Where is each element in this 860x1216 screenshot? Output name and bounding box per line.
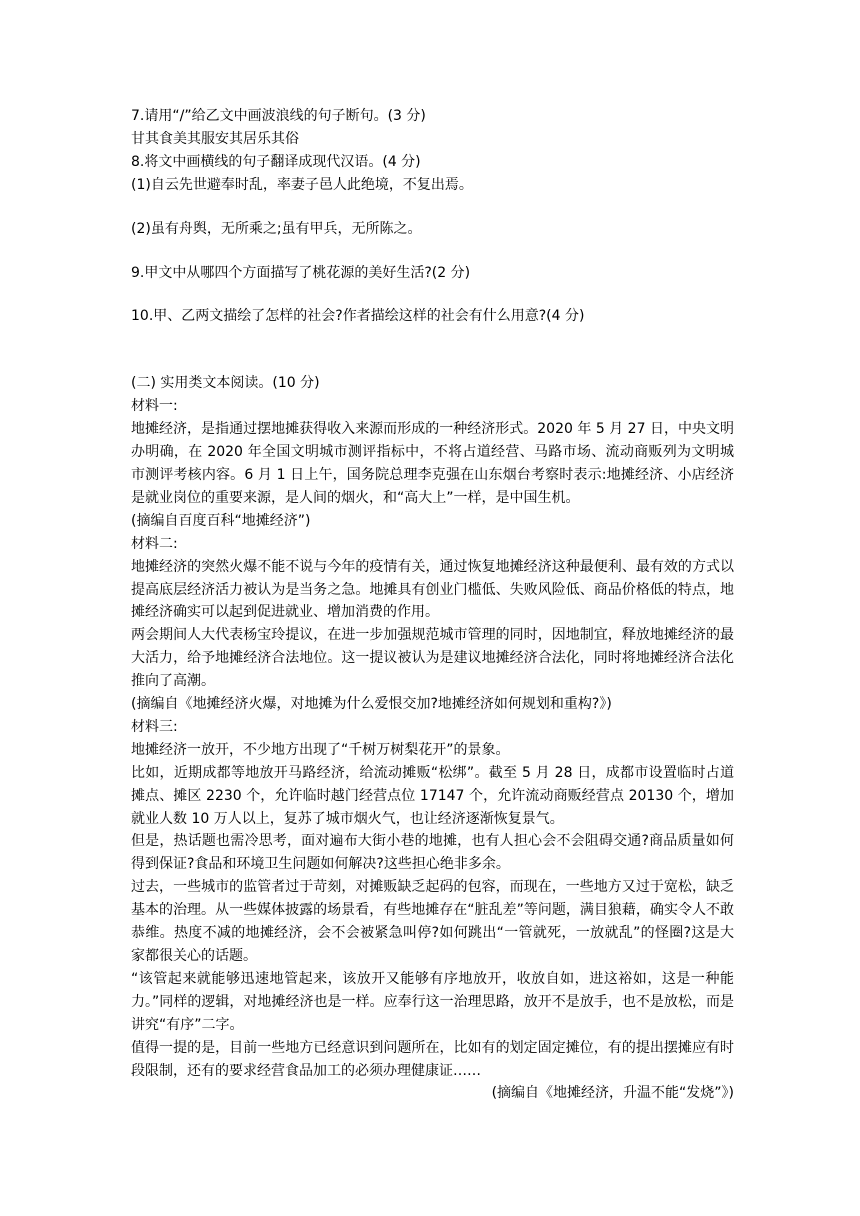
question-7-text: 甘其食美其服安其居乐其俗	[131, 130, 299, 147]
material-3-paragraph-4: 过去，一些城市的监管者过于苛刻，对摊贩缺乏起码的包容，而现在，一些地方又过于宽松，缺乏基本的治理。从一些媒体披露的场景看，有些地摊存在“脏乱差”等问题，满目狼藉，确实令人不敢恭维。热度不减的地摊经济，会不会被紧急叫停?如何跳出“一管就死，一放就乱”的怪圈?这是大家都很关心的话题。	[131, 879, 734, 964]
material-1-paragraph: 地摊经济，是指通过摆地摊获得收入来源而形成的一种经济形式。2020 年 5 月 27 日，中央文明办明确，在 2020 年全国文明城市测评指标中，不将占道经营、马路市场、流动商贩列为文明城市测评考核内容。6 月 1 日上午，国务院总理李克强在山东烟台考察时表示:地摊经济、小店经济是就业岗位的重要来源，是人间的烟火，和“高大上”一样，是中国生机。	[131, 421, 734, 506]
question-7: 7.请用“/”给乙文中画波浪线的句子断句。(3 分)	[131, 108, 426, 124]
material-2-source: (摘编自《地摊经济火爆，对地摊为什么爱恨交加?地摊经济如何规划和重构?》)	[131, 696, 612, 713]
material-3-label: 材料三:	[131, 718, 178, 735]
section-heading: (二) 实用类文本阅读。(10 分)	[131, 375, 320, 392]
material-3-source: (摘编自《地摊经济，升温不能“发烧”》)	[491, 1085, 734, 1102]
question-8-item-2: (2)虽有舟舆，无所乘之;虽有甲兵，无所陈之。	[131, 220, 422, 237]
material-3-paragraph-1: 地摊经济一放开，不少地方出现了“千树万树梨花开”的景象。	[131, 741, 510, 758]
material-3-paragraph-6: 值得一提的是，目前一些地方已经意识到问题所在，比如有的划定固定摊位，有的提出摆摊应有时段限制，还有的要求经营食品加工的必须办理健康证……	[131, 1039, 734, 1079]
question-8-item-1: (1)自云先世避奉时乱，率妻子邑人此绝境，不复出焉。	[131, 176, 473, 193]
material-1-source: (摘编自百度百科“地摊经济”)	[131, 512, 311, 529]
material-3-paragraph-2: 比如，近期成都等地放开马路经济，给流动摊贩“松绑”。截至 5 月 28 日，成都市设置临时占道摊点、摊区 2230 个，允许临时越门经营点位 17147 个，允许流动商贩经营点 20130 个，增加就业人数 10 万人以上，复苏了城市烟火气，也让经济逐渐恢复景气。	[131, 764, 734, 827]
question-9: 9.甲文中从哪四个方面描写了桃花源的美好生活?(2 分)	[131, 264, 471, 281]
question-8: 8.将文中画横线的句子翻译成现代汉语。(4 分)	[131, 153, 421, 170]
material-1-label: 材料一:	[131, 398, 178, 415]
material-2-paragraph-1: 地摊经济的突然火爆不能不说与今年的疫情有关，通过恢复地摊经济这种最便利、最有效的方式以提高底层经济活力被认为是当务之急。地摊具有创业门槛低、失败风险低、商品价格低的特点，地摊经济确实可以起到促进就业、增加消费的作用。	[131, 558, 734, 621]
material-3-paragraph-3: 但是，热话题也需冷思考，面对遍布大街小巷的地摊，也有人担心会不会阻碍交通?商品质量如何得到保证?食品和环境卫生问题如何解决?这些担心绝非多余。	[131, 833, 734, 873]
material-3-paragraph-5: “该管起来就能够迅速地管起来，该放开又能够有序地放开，收放自如，进这裕如，这是一种能力。”同样的逻辑，对地摊经济也是一样。应奉行这一治理思路，放开不是放手，也不是放松，而是讲究“有序”二字。	[131, 970, 734, 1033]
material-2-label: 材料二:	[131, 535, 178, 552]
material-2-paragraph-2: 两会期间人大代表杨宝玲提议，在进一步加强规范城市管理的同时，因地制宜，释放地摊经济的最大活力，给予地摊经济合法地位。这一提议被认为是建议地摊经济合法化，同时将地摊经济合法化推向了高潮。	[131, 627, 734, 690]
question-10: 10.甲、乙两文描绘了怎样的社会?作者描绘这样的社会有什么用意?(4 分)	[131, 308, 585, 325]
